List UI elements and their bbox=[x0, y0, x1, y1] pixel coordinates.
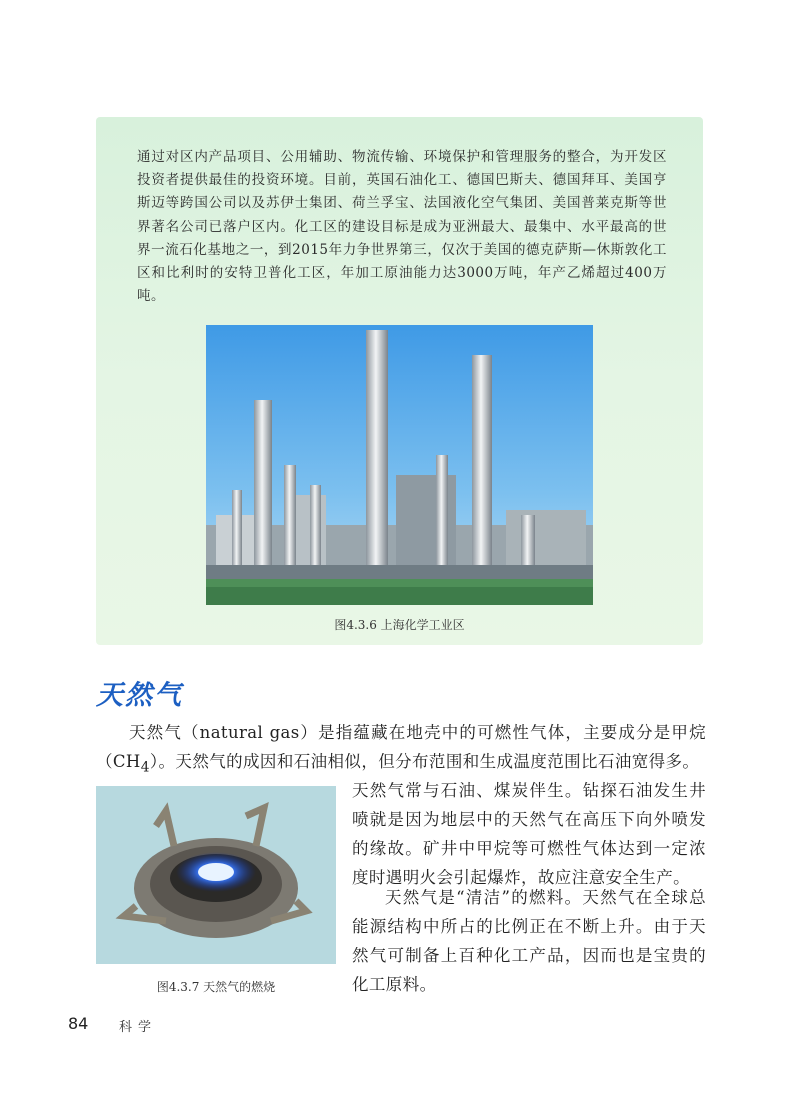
paragraph-2: 天然气常与石油、煤炭伴生。钻探石油发生井喷就是因为地层中的天然气在高压下向外喷发的缘故。矿井中甲烷等可燃性气体达到一定浓度时遇明火会引起爆炸，故应注意安全生产。 bbox=[352, 781, 706, 887]
page-number: 84 bbox=[68, 1014, 89, 1033]
running-title: 科学 bbox=[119, 1020, 158, 1035]
paragraph-1 bbox=[96, 718, 706, 782]
chemical-park-photo bbox=[206, 325, 593, 605]
paragraph-3: 天然气是“清洁”的燃料。天然气在全球总能源结构中所占的比例正在不断上升。由于天然气可制备上百种化工产品，因而也是宝贵的化工原料。 bbox=[352, 888, 706, 994]
paragraph-1-part-a: 天然气（natural gas）是指蕴藏在地壳中的可燃性气体，主要成分是甲烷（CH bbox=[96, 723, 706, 771]
figure-caption-4-3-6: 图4.3.6 上海化学工业区 bbox=[334, 618, 465, 632]
sidebar-paragraph: 通过对区内产品项目、公用辅助、物流传输、环境保护和管理服务的整合，为开发区投资者提供最佳的投资环境。目前，英国石油化工、德国巴斯夫、德国拜耳、美国亨斯迈等跨国公司以及苏伊士集团、荷兰孚宝、法国液化空气集团、美国普莱克斯等世界著名公司已落户区内。化工区的建设目标是成为亚洲最大、最集中、水平最高的世界一流石化基地之一，到2015年力争世界第三，仅次于美国的德克萨斯—休斯敦化工区和比利时的安特卫普化工区，年加工原油能力达3000万吨，年产乙烯超过400万吨。 bbox=[137, 149, 667, 305]
methane-subscript: 4 bbox=[140, 759, 150, 776]
gas-burner-photo bbox=[96, 786, 336, 964]
section-title: 天然气 bbox=[96, 680, 183, 711]
figure-caption-4-3-7: 图4.3.7 天然气的燃烧 bbox=[156, 980, 276, 994]
paragraph-1-part-b: ）。天然气的成因和石油相似，但分布范围和生成温度范围比石油宽得多。 bbox=[149, 752, 700, 771]
